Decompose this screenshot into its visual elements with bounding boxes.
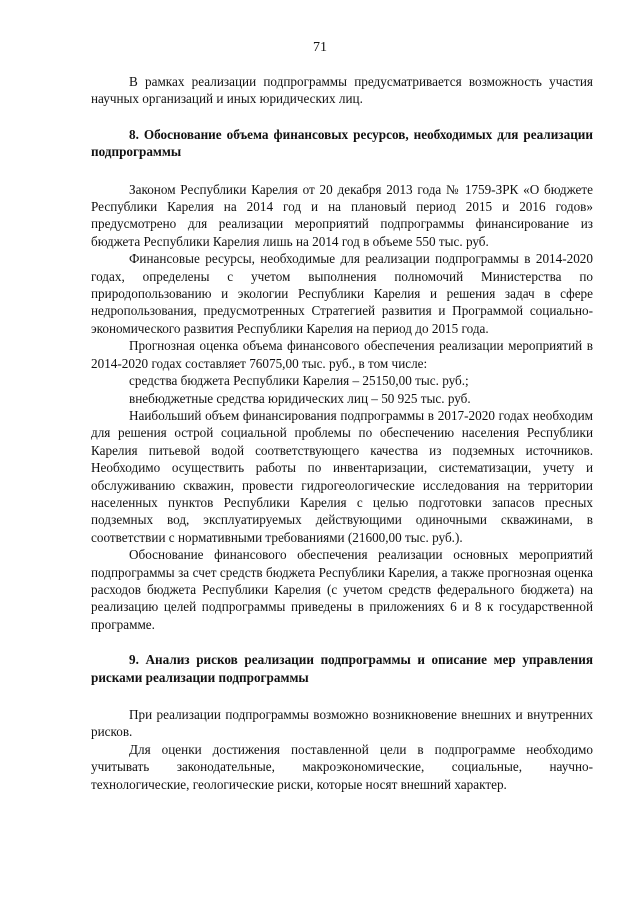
paragraph-extrabudget-funds: внебюджетные средства юридических лиц – 50 925 тыс. руб. [129,390,471,406]
paragraph-forecast-total: Прогнозная оценка объема финансового обеспечения реализации мероприятий в 2014-2020 годах составляет 76075,00 тыс. руб., в том числе: [91,338,593,371]
page-number: 71 [313,40,327,55]
section-9-heading: 9. Анализ рисков реализации подпрограммы и описание мер управления рисками реализации подпрограммы [91,652,593,685]
section-8-heading: 8. Обоснование объема финансовых ресурсов, необходимых для реализации подпрограммы [91,126,593,160]
paragraph-largest-financing: Наибольший объем финансирования подпрограммы в 2017-2020 годах необходим для решения острой социальной проблемы по обеспечению населения Республики Карелия питьевой водой соответствующего качества из подземных источников. Необходимо осуществить работы по инвентаризации, систематизации, учету и обслуживанию скважин, провести гидрогеологические исследования на территории населенных пунктов Республики Карелия с целью подготовки запасов пресных подземных вод, эксплуатируемых действующими одиночными скважинами, в соответствии с нормативными требованиями (21600,00 тыс. руб.). [91,407,593,545]
paragraph-financial-resources: Финансовые ресурсы, необходимые для реализации подпрограммы в 2014-2020 годах, определены с учетом выполнения полномочий Министерства по природопользованию и экологии Республики Карелия и решения задач в сфере недропользования, предусмотренных Стратегией развития и Программой социально-экономического развития Республики Карелия на период до 2015 года. [91,251,593,336]
document-body [91,73,593,793]
paragraph-justification: Обоснование финансового обеспечения реализации основных мероприятий подпрограммы за счет средств бюджета Республики Карелия, а также прогнозная оценка расходов бюджета Республики Карелия (с учетом средств федерального бюджета) на реализацию целей подпрограммы приведены в приложениях 6 и 8 к государственной программе. [91,547,593,632]
paragraph-intro: В рамках реализации подпрограммы предусматривается возможность участия научных организаций и иных юридических лиц. [91,74,593,107]
paragraph-law-reference: Законом Республики Карелия от 20 декабря 2013 года № 1759-ЗРК «О бюджете Республики Карелия на 2014 год и на плановый период 2015 и 2016 годов» предусмотрено для реализации мероприятий подпрограммы финансирование из бюджета Республики Карелия лишь на 2014 год в объеме 550 тыс. руб. [91,181,593,249]
paragraph-budget-funds: средства бюджета Республики Карелия – 25150,00 тыс. руб.; [129,373,469,389]
paragraph-risks-intro: При реализации подпрограммы возможно возникновение внешних и внутренних рисков. [91,707,593,740]
paragraph-risks-types: Для оценки достижения поставленной цели в подпрограмме необходимо учитывать законодательные, макроэкономические, социальные, научно-технологические, геологические риски, которые носят внешний характер. [91,741,593,792]
